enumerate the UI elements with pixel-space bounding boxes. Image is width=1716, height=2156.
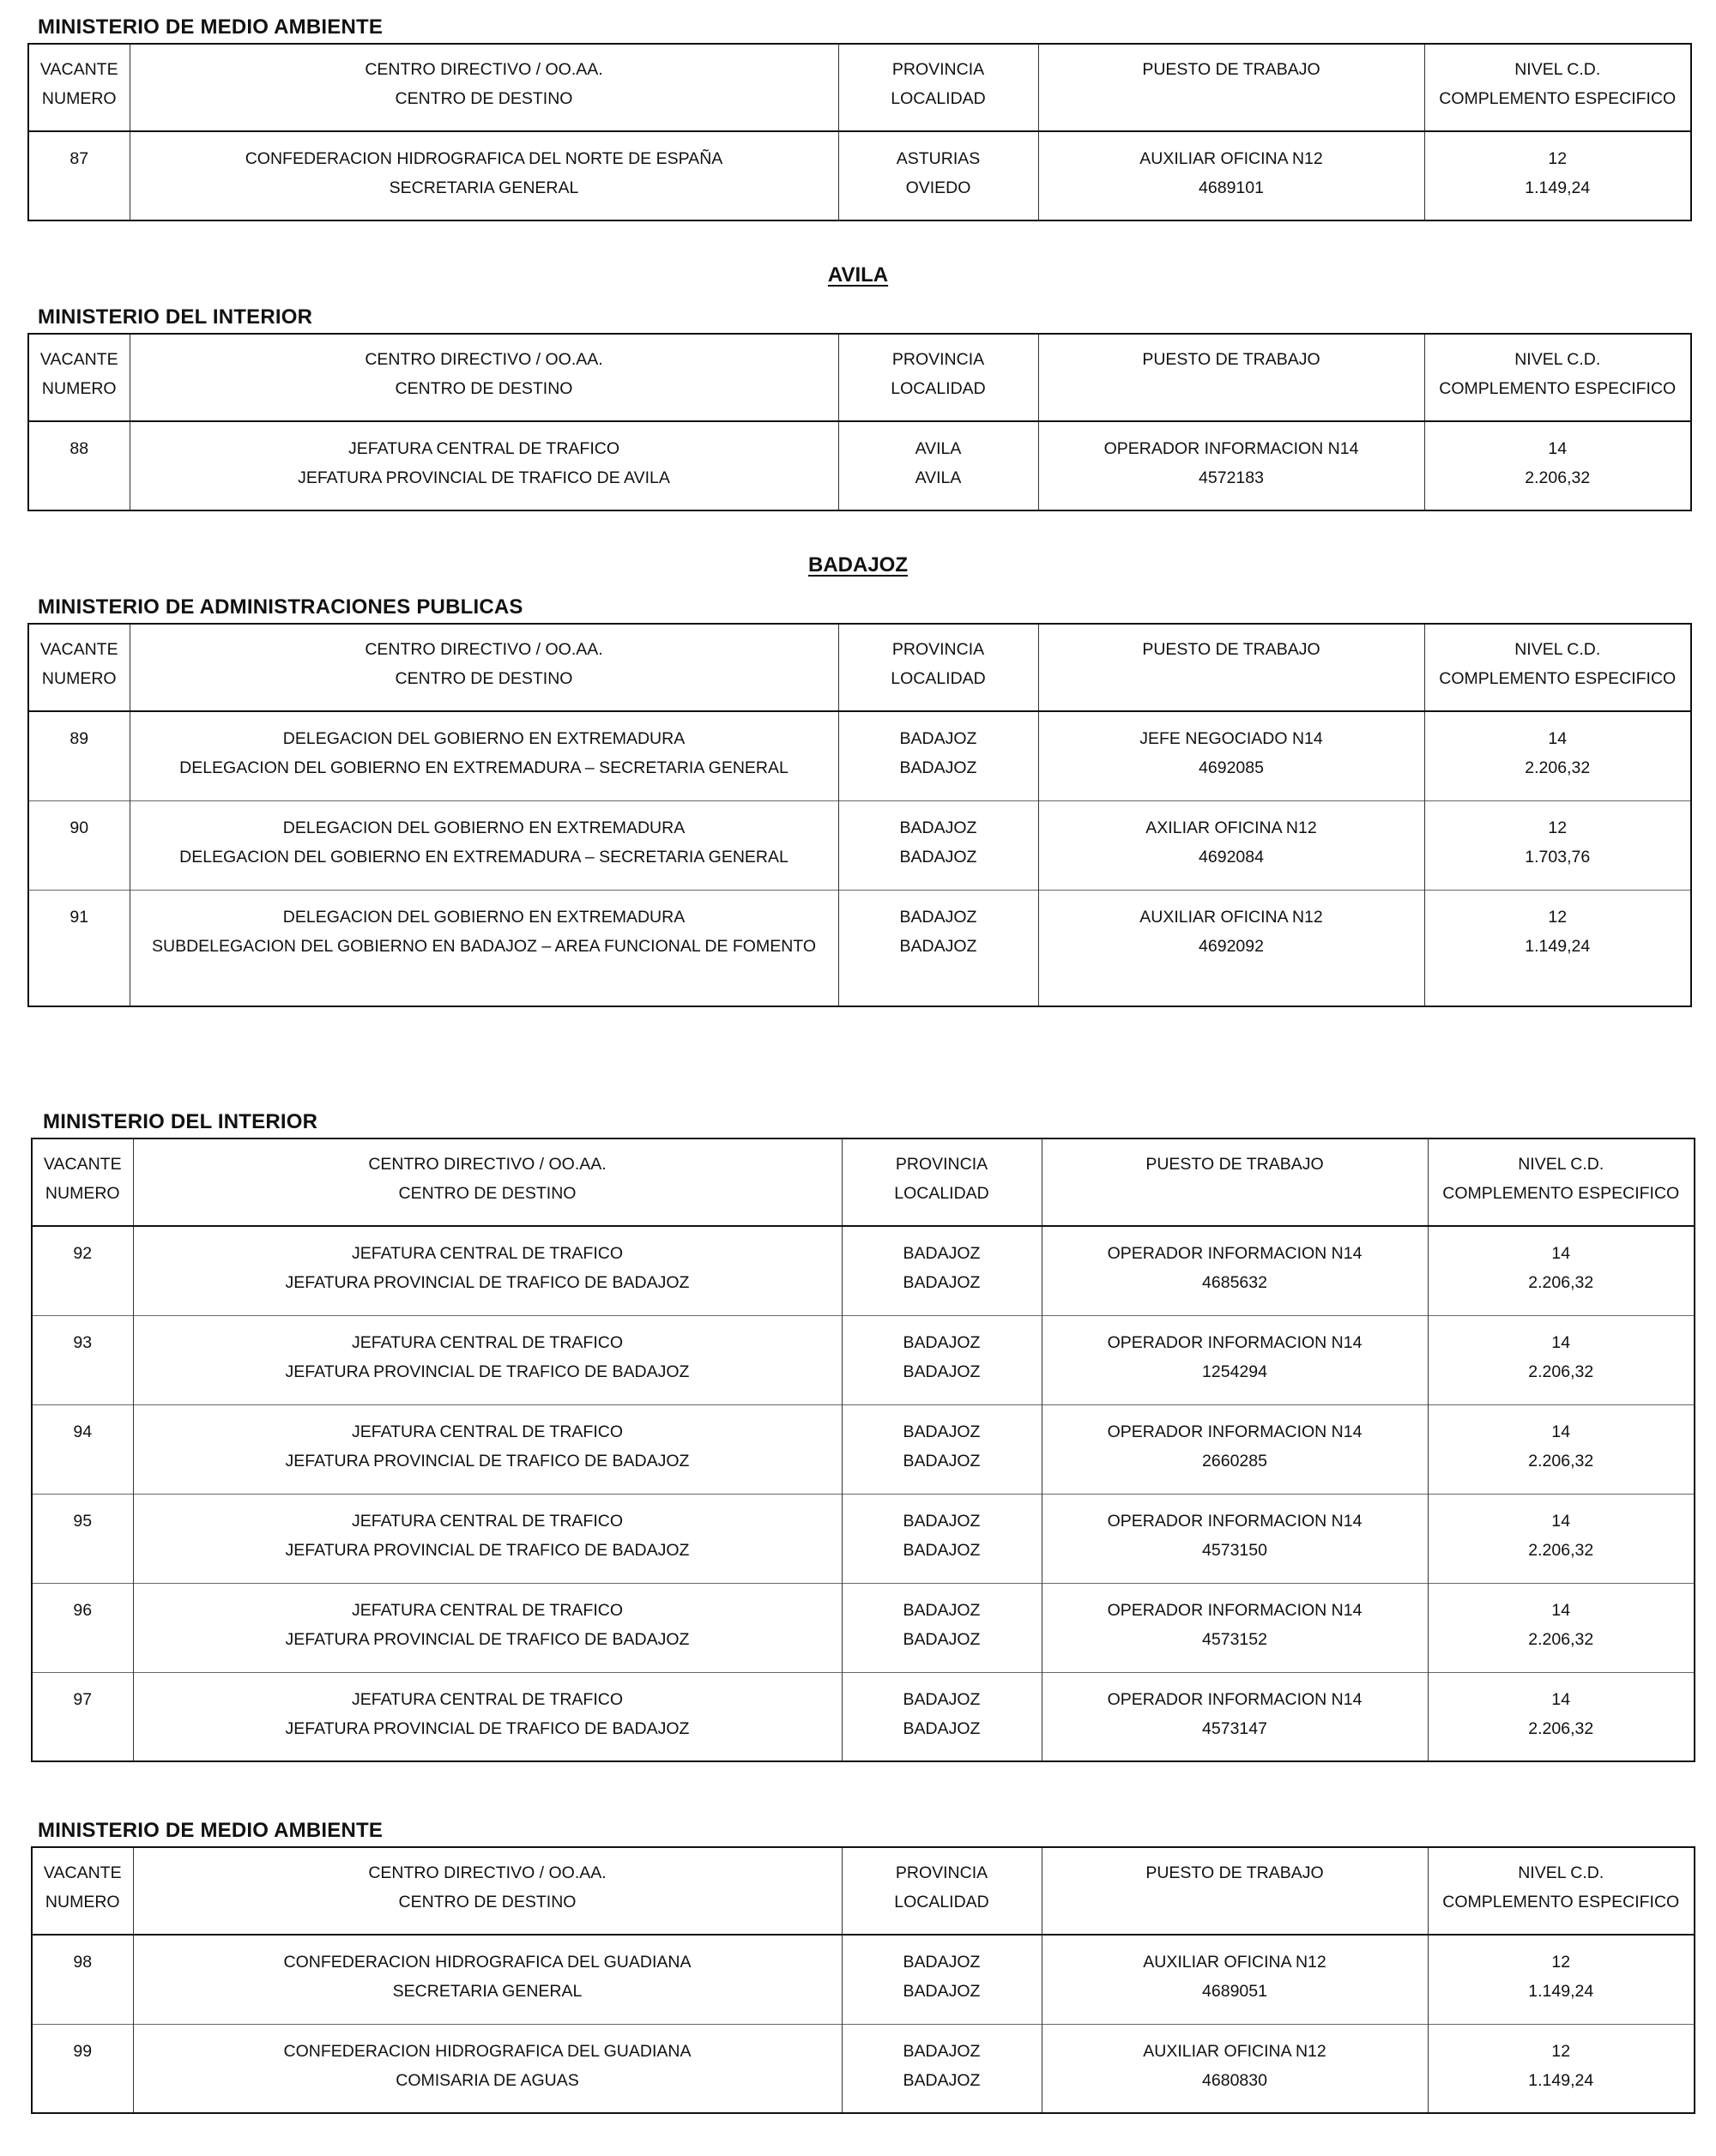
header-vacante-line-1: VACANTE bbox=[43, 1863, 122, 1882]
header-provincia-line-2: LOCALIDAD bbox=[891, 89, 986, 108]
provincia-localidad bbox=[842, 1935, 1042, 2024]
header-centro bbox=[133, 1138, 842, 1226]
puesto-trabajo bbox=[1042, 1494, 1428, 1583]
vacancy-number bbox=[32, 2024, 133, 2113]
provincia-localidad bbox=[842, 1315, 1042, 1404]
centro-directivo-line-1: CONFEDERACION HIDROGRAFICA DEL NORTE DE ESPAÑA bbox=[245, 149, 723, 168]
provincia-localidad-line-2: BADAJOZ bbox=[903, 1718, 981, 1738]
provincia-localidad-line-2: BADAJOZ bbox=[903, 1451, 981, 1471]
puesto-trabajo-line-1: OPERADOR INFORMACION N14 bbox=[1107, 1511, 1363, 1531]
puesto-trabajo-line-1: OPERADOR INFORMACION N14 bbox=[1103, 439, 1359, 458]
header-nivel bbox=[1428, 1847, 1695, 1935]
header-vacante-line-2: NUMERO bbox=[41, 379, 117, 398]
centro-directivo-line-2: DELEGACION DEL GOBIERNO EN EXTREMADURA – SECRETARIA GENERAL bbox=[179, 847, 789, 867]
header-provincia bbox=[838, 44, 1038, 131]
puesto-trabajo-line-1: OPERADOR INFORMACION N14 bbox=[1107, 1422, 1363, 1441]
vacancy-table bbox=[31, 1846, 1695, 2114]
puesto-trabajo-line-2: 4692085 bbox=[1199, 758, 1264, 777]
puesto-trabajo bbox=[1042, 1935, 1428, 2024]
header-provincia bbox=[838, 624, 1038, 711]
provincia-localidad-line-1: BADAJOZ bbox=[903, 1689, 981, 1709]
centro-directivo-line-2: JEFATURA PROVINCIAL DE TRAFICO DE BADAJOZ bbox=[285, 1718, 690, 1738]
header-vacante bbox=[28, 334, 130, 421]
vacancy-number bbox=[28, 131, 130, 220]
puesto-trabajo-line-1: AUXILIAR OFICINA N12 bbox=[1139, 907, 1323, 927]
puesto-trabajo-line-2: 4573147 bbox=[1202, 1718, 1267, 1738]
nivel-complemento bbox=[1424, 800, 1691, 890]
header-nivel bbox=[1428, 1138, 1695, 1226]
nivel-complemento-line-2: 1.703,76 bbox=[1525, 847, 1591, 867]
provincia-localidad bbox=[838, 421, 1038, 510]
header-vacante bbox=[32, 1847, 133, 1935]
header-provincia-line-2: LOCALIDAD bbox=[894, 1893, 989, 1911]
nivel-complemento bbox=[1428, 1583, 1695, 1672]
ministry-heading: MINISTERIO DEL INTERIOR bbox=[43, 1110, 318, 1133]
puesto-trabajo-line-2: 2660285 bbox=[1202, 1451, 1267, 1471]
header-puesto-line-1: PUESTO DE TRABAJO bbox=[1145, 1863, 1324, 1882]
nivel-complemento-line-1: 14 bbox=[1551, 1511, 1571, 1531]
centro-directivo-line-1: JEFATURA CENTRAL DE TRAFICO bbox=[351, 1422, 624, 1441]
table-header-row bbox=[28, 44, 1691, 131]
header-centro-line-1: CENTRO DIRECTIVO / OO.AA. bbox=[365, 60, 603, 79]
puesto-trabajo bbox=[1038, 890, 1424, 1006]
table-header-row bbox=[32, 1138, 1695, 1226]
provincia-localidad-line-2: BADAJOZ bbox=[903, 1362, 981, 1381]
puesto-trabajo bbox=[1042, 1315, 1428, 1404]
table-row bbox=[28, 711, 1691, 800]
centro-directivo-line-1: JEFATURA CENTRAL DE TRAFICO bbox=[351, 1511, 624, 1531]
header-centro-line-1: CENTRO DIRECTIVO / OO.AA. bbox=[368, 1863, 607, 1882]
provincia-localidad bbox=[838, 800, 1038, 890]
vacancy-number-line-1: 99 bbox=[73, 2041, 93, 2061]
provincia-localidad-line-2: BADAJOZ bbox=[903, 1982, 981, 2001]
provincia-localidad bbox=[842, 1226, 1042, 1315]
table-row bbox=[32, 1226, 1695, 1315]
puesto-trabajo-line-2: 4572183 bbox=[1199, 468, 1264, 487]
header-provincia-line-1: PROVINCIA bbox=[891, 640, 985, 659]
centro-directivo-line-2: SECRETARIA GENERAL bbox=[392, 1982, 583, 2001]
puesto-trabajo bbox=[1038, 421, 1424, 510]
centro-directivo-line-1: JEFATURA CENTRAL DE TRAFICO bbox=[351, 1244, 624, 1263]
puesto-trabajo bbox=[1038, 800, 1424, 890]
header-puesto-line-1: PUESTO DE TRABAJO bbox=[1142, 60, 1320, 79]
vacancy-number bbox=[32, 1935, 133, 2024]
nivel-complemento-line-1: 14 bbox=[1551, 1689, 1571, 1709]
provincia-localidad-line-1: BADAJOZ bbox=[899, 907, 977, 927]
nivel-complemento bbox=[1428, 1672, 1695, 1761]
centro-directivo-line-2: SUBDELEGACION DEL GOBIERNO EN BADAJOZ – AREA FUNCIONAL DE FOMENTO bbox=[151, 936, 817, 956]
provincia-localidad-line-1: BADAJOZ bbox=[903, 1422, 981, 1441]
centro-directivo bbox=[133, 1583, 842, 1672]
provincia-localidad-line-2: BADAJOZ bbox=[903, 1273, 981, 1292]
centro-directivo bbox=[130, 890, 838, 1006]
provincia-localidad-line-2: BADAJOZ bbox=[899, 847, 977, 867]
vacancy-number-line-1: 87 bbox=[69, 149, 89, 168]
centro-directivo-line-1: JEFATURA CENTRAL DE TRAFICO bbox=[351, 1600, 624, 1620]
nivel-complemento-line-2: 2.206,32 bbox=[1525, 758, 1591, 777]
puesto-trabajo bbox=[1042, 2024, 1428, 2113]
nivel-complemento-line-2: 2.206,32 bbox=[1528, 1273, 1594, 1292]
header-provincia-line-2: LOCALIDAD bbox=[891, 669, 986, 688]
nivel-complemento-line-2: 1.149,24 bbox=[1528, 2070, 1594, 2090]
vacancy-number bbox=[32, 1672, 133, 1761]
puesto-trabajo-line-2: 4689051 bbox=[1202, 1982, 1267, 2001]
centro-directivo-line-2: SECRETARIA GENERAL bbox=[389, 178, 579, 197]
provincia-localidad bbox=[842, 1404, 1042, 1494]
nivel-complemento-line-1: 12 bbox=[1551, 2041, 1571, 2061]
puesto-trabajo-line-1: OPERADOR INFORMACION N14 bbox=[1107, 1689, 1363, 1709]
centro-directivo-line-2: JEFATURA PROVINCIAL DE TRAFICO DE BADAJOZ bbox=[285, 1540, 690, 1560]
table-header-row bbox=[28, 624, 1691, 711]
header-centro bbox=[133, 1847, 842, 1935]
centro-directivo bbox=[133, 1315, 842, 1404]
nivel-complemento-line-1: 14 bbox=[1551, 1422, 1571, 1441]
puesto-trabajo-line-2: 4692084 bbox=[1199, 847, 1264, 867]
table-row bbox=[32, 1404, 1695, 1494]
nivel-complemento bbox=[1428, 1494, 1695, 1583]
centro-directivo-line-1: JEFATURA CENTRAL DE TRAFICO bbox=[351, 1332, 624, 1352]
table-row bbox=[32, 1935, 1695, 2024]
header-provincia-line-2: LOCALIDAD bbox=[891, 379, 986, 398]
centro-directivo bbox=[133, 1935, 842, 2024]
provincia-localidad-line-1: BADAJOZ bbox=[903, 2041, 981, 2061]
vacancy-table bbox=[27, 623, 1692, 1007]
header-provincia bbox=[838, 334, 1038, 421]
provincia-localidad-line-2: BADAJOZ bbox=[899, 936, 977, 956]
puesto-trabajo-line-2: 4685632 bbox=[1202, 1273, 1267, 1292]
centro-directivo-line-1: CONFEDERACION HIDROGRAFICA DEL GUADIANA bbox=[283, 2041, 692, 2061]
provincia-localidad-line-2: BADAJOZ bbox=[903, 1540, 981, 1560]
centro-directivo bbox=[133, 1226, 842, 1315]
header-puesto-line-1: PUESTO DE TRABAJO bbox=[1145, 1155, 1324, 1174]
puesto-trabajo-line-2: 4573152 bbox=[1202, 1629, 1267, 1649]
vacancy-number-line-1: 88 bbox=[69, 439, 89, 458]
puesto-trabajo bbox=[1038, 131, 1424, 220]
centro-directivo bbox=[130, 800, 838, 890]
provincia-localidad bbox=[838, 711, 1038, 800]
header-puesto bbox=[1038, 44, 1424, 131]
centro-directivo bbox=[130, 421, 838, 510]
nivel-complemento-line-1: 14 bbox=[1548, 439, 1568, 458]
centro-directivo-line-2: JEFATURA PROVINCIAL DE TRAFICO DE BADAJOZ bbox=[285, 1629, 690, 1649]
header-nivel bbox=[1424, 44, 1691, 131]
header-provincia bbox=[842, 1847, 1042, 1935]
vacancy-number bbox=[32, 1494, 133, 1583]
header-centro bbox=[130, 334, 838, 421]
vacancy-number-line-1: 94 bbox=[73, 1422, 93, 1441]
header-vacante bbox=[28, 624, 130, 711]
provincia-localidad-line-1: AVILA bbox=[915, 439, 962, 458]
nivel-complemento-line-1: 12 bbox=[1548, 907, 1568, 927]
table-row bbox=[32, 2024, 1695, 2113]
nivel-complemento-line-2: 1.149,24 bbox=[1528, 1982, 1594, 2001]
centro-directivo-line-1: DELEGACION DEL GOBIERNO EN EXTREMADURA bbox=[282, 818, 686, 837]
header-provincia-line-1: PROVINCIA bbox=[891, 60, 985, 79]
table-row bbox=[32, 1672, 1695, 1761]
header-centro-line-2: CENTRO DE DESTINO bbox=[398, 1893, 577, 1911]
provincia-localidad-line-2: AVILA bbox=[915, 468, 962, 487]
table-header-row bbox=[32, 1847, 1695, 1935]
provincia-localidad-line-2: OVIEDO bbox=[905, 178, 971, 197]
nivel-complemento-line-1: 12 bbox=[1551, 1953, 1571, 1972]
centro-directivo bbox=[133, 1672, 842, 1761]
provincia-localidad-line-1: BADAJOZ bbox=[903, 1332, 981, 1352]
vacancy-number-line-1: 97 bbox=[73, 1689, 93, 1709]
provincia-localidad-line-2: BADAJOZ bbox=[903, 2070, 981, 2090]
header-provincia-line-1: PROVINCIA bbox=[891, 350, 985, 369]
vacancy-number bbox=[28, 890, 130, 1006]
header-nivel-line-2: COMPLEMENTO ESPECIFICO bbox=[1442, 1893, 1680, 1911]
header-puesto bbox=[1038, 624, 1424, 711]
nivel-complemento bbox=[1428, 1226, 1695, 1315]
header-centro bbox=[130, 44, 838, 131]
header-nivel-line-1: NIVEL C.D. bbox=[1514, 640, 1601, 659]
provincia-localidad bbox=[842, 2024, 1042, 2113]
vacancy-number-line-1: 96 bbox=[73, 1600, 93, 1620]
nivel-complemento-line-2: 2.206,32 bbox=[1525, 468, 1591, 487]
nivel-complemento bbox=[1428, 1404, 1695, 1494]
vacancy-number-line-1: 90 bbox=[69, 818, 89, 837]
header-nivel bbox=[1424, 624, 1691, 711]
nivel-complemento-line-1: 14 bbox=[1551, 1600, 1571, 1620]
vacancy-number bbox=[28, 800, 130, 890]
province-heading-label: AVILA bbox=[827, 263, 889, 287]
vacancy-number-line-1: 91 bbox=[69, 907, 89, 927]
vacancy-number-line-1: 95 bbox=[73, 1511, 93, 1531]
provincia-localidad-line-1: BADAJOZ bbox=[903, 1511, 981, 1531]
header-vacante-line-1: VACANTE bbox=[39, 350, 118, 369]
puesto-trabajo bbox=[1042, 1583, 1428, 1672]
header-vacante-line-1: VACANTE bbox=[43, 1155, 122, 1174]
nivel-complemento bbox=[1428, 2024, 1695, 2113]
table-row bbox=[32, 1494, 1695, 1583]
puesto-trabajo-line-2: 4692092 bbox=[1199, 936, 1264, 956]
province-heading-label: BADAJOZ bbox=[807, 553, 908, 577]
nivel-complemento bbox=[1428, 1315, 1695, 1404]
nivel-complemento-line-2: 1.149,24 bbox=[1525, 178, 1591, 197]
centro-directivo-line-2: JEFATURA PROVINCIAL DE TRAFICO DE BADAJOZ bbox=[285, 1451, 690, 1471]
centro-directivo bbox=[133, 1494, 842, 1583]
header-vacante-line-1: VACANTE bbox=[39, 640, 118, 659]
nivel-complemento-line-2: 2.206,32 bbox=[1528, 1451, 1594, 1471]
vacancy-number bbox=[28, 711, 130, 800]
header-nivel-line-1: NIVEL C.D. bbox=[1518, 1863, 1604, 1882]
header-puesto bbox=[1042, 1138, 1428, 1226]
nivel-complemento-line-1: 14 bbox=[1551, 1332, 1571, 1352]
nivel-complemento bbox=[1424, 890, 1691, 1006]
vacancy-number-line-1: 89 bbox=[69, 729, 89, 748]
vacancy-table bbox=[27, 333, 1692, 511]
centro-directivo-line-1: DELEGACION DEL GOBIERNO EN EXTREMADURA bbox=[282, 729, 686, 748]
header-provincia-line-1: PROVINCIA bbox=[895, 1155, 988, 1174]
centro-directivo bbox=[133, 1404, 842, 1494]
puesto-trabajo-line-2: 4573150 bbox=[1202, 1540, 1267, 1560]
table-row bbox=[28, 131, 1691, 220]
nivel-complemento bbox=[1424, 131, 1691, 220]
header-nivel-line-2: COMPLEMENTO ESPECIFICO bbox=[1442, 1184, 1680, 1203]
provincia-localidad bbox=[842, 1583, 1042, 1672]
puesto-trabajo bbox=[1042, 1672, 1428, 1761]
puesto-trabajo-line-1: AXILIAR OFICINA N12 bbox=[1145, 818, 1317, 837]
centro-directivo-line-1: DELEGACION DEL GOBIERNO EN EXTREMADURA bbox=[282, 907, 686, 927]
header-puesto-line-1: PUESTO DE TRABAJO bbox=[1142, 350, 1320, 369]
header-provincia bbox=[842, 1138, 1042, 1226]
province-heading bbox=[0, 553, 1716, 577]
header-vacante-line-2: NUMERO bbox=[41, 89, 117, 108]
table-row bbox=[32, 1583, 1695, 1672]
puesto-trabajo-line-2: 4689101 bbox=[1199, 178, 1264, 197]
header-nivel-line-1: NIVEL C.D. bbox=[1518, 1155, 1604, 1174]
provincia-localidad-line-2: BADAJOZ bbox=[899, 758, 977, 777]
centro-directivo-line-2: JEFATURA PROVINCIAL DE TRAFICO DE BADAJOZ bbox=[285, 1362, 690, 1381]
table-row bbox=[28, 421, 1691, 510]
header-vacante-line-1: VACANTE bbox=[39, 60, 118, 79]
province-heading bbox=[0, 263, 1716, 287]
vacancy-number-line-1: 92 bbox=[73, 1244, 93, 1263]
vacancy-number bbox=[32, 1226, 133, 1315]
table-row bbox=[32, 1315, 1695, 1404]
puesto-trabajo-line-2: 1254294 bbox=[1202, 1362, 1267, 1381]
header-nivel-line-2: COMPLEMENTO ESPECIFICO bbox=[1439, 379, 1677, 398]
header-nivel bbox=[1424, 334, 1691, 421]
header-puesto bbox=[1038, 334, 1424, 421]
nivel-complemento-line-2: 1.149,24 bbox=[1525, 936, 1591, 956]
header-centro-line-2: CENTRO DE DESTINO bbox=[395, 379, 573, 398]
puesto-trabajo-line-1: OPERADOR INFORMACION N14 bbox=[1107, 1600, 1363, 1620]
centro-directivo-line-1: CONFEDERACION HIDROGRAFICA DEL GUADIANA bbox=[283, 1953, 692, 1972]
puesto-trabajo-line-1: OPERADOR INFORMACION N14 bbox=[1107, 1332, 1363, 1352]
puesto-trabajo bbox=[1038, 711, 1424, 800]
puesto-trabajo-line-1: JEFE NEGOCIADO N14 bbox=[1139, 729, 1323, 748]
header-centro bbox=[130, 624, 838, 711]
header-centro-line-2: CENTRO DE DESTINO bbox=[395, 89, 573, 108]
provincia-localidad bbox=[842, 1494, 1042, 1583]
centro-directivo-line-2: DELEGACION DEL GOBIERNO EN EXTREMADURA – SECRETARIA GENERAL bbox=[179, 758, 789, 777]
centro-directivo-line-2: JEFATURA PROVINCIAL DE TRAFICO DE BADAJOZ bbox=[285, 1273, 690, 1292]
header-centro-line-1: CENTRO DIRECTIVO / OO.AA. bbox=[368, 1155, 607, 1174]
centro-directivo bbox=[130, 131, 838, 220]
nivel-complemento-line-1: 12 bbox=[1548, 818, 1568, 837]
provincia-localidad-line-1: BADAJOZ bbox=[903, 1244, 981, 1263]
provincia-localidad bbox=[842, 1672, 1042, 1761]
puesto-trabajo-line-1: AUXILIAR OFICINA N12 bbox=[1139, 149, 1323, 168]
provincia-localidad bbox=[838, 131, 1038, 220]
nivel-complemento-line-1: 14 bbox=[1551, 1244, 1571, 1263]
puesto-trabajo-line-1: AUXILIAR OFICINA N12 bbox=[1143, 1953, 1326, 1972]
puesto-trabajo bbox=[1042, 1226, 1428, 1315]
vacancy-table bbox=[31, 1138, 1695, 1762]
puesto-trabajo-line-1: AUXILIAR OFICINA N12 bbox=[1143, 2041, 1326, 2061]
header-centro-line-1: CENTRO DIRECTIVO / OO.AA. bbox=[365, 350, 603, 369]
nivel-complemento-line-2: 2.206,32 bbox=[1528, 1629, 1594, 1649]
puesto-trabajo-line-2: 4680830 bbox=[1202, 2070, 1267, 2090]
header-vacante-line-2: NUMERO bbox=[45, 1893, 120, 1911]
ministry-heading: MINISTERIO DE MEDIO AMBIENTE bbox=[38, 15, 384, 39]
header-vacante bbox=[28, 44, 130, 131]
vacancy-number bbox=[28, 421, 130, 510]
nivel-complemento-line-2: 2.206,32 bbox=[1528, 1362, 1594, 1381]
nivel-complemento bbox=[1424, 711, 1691, 800]
header-nivel-line-1: NIVEL C.D. bbox=[1514, 350, 1601, 369]
ministry-heading: MINISTERIO DEL INTERIOR bbox=[38, 305, 313, 329]
nivel-complemento bbox=[1424, 421, 1691, 510]
vacancy-number bbox=[32, 1315, 133, 1404]
centro-directivo-line-2: JEFATURA PROVINCIAL DE TRAFICO DE AVILA bbox=[298, 468, 670, 487]
vacancy-number bbox=[32, 1583, 133, 1672]
provincia-localidad-line-1: BADAJOZ bbox=[903, 1600, 981, 1620]
header-puesto bbox=[1042, 1847, 1428, 1935]
provincia-localidad-line-1: ASTURIAS bbox=[896, 149, 981, 168]
nivel-complemento bbox=[1428, 1935, 1695, 2024]
header-nivel-line-2: COMPLEMENTO ESPECIFICO bbox=[1439, 89, 1677, 108]
header-vacante bbox=[32, 1138, 133, 1226]
centro-directivo-line-1: JEFATURA CENTRAL DE TRAFICO bbox=[351, 1689, 624, 1709]
vacancy-table bbox=[27, 43, 1692, 221]
nivel-complemento-line-1: 12 bbox=[1548, 149, 1568, 168]
vacancy-number-line-1: 98 bbox=[73, 1953, 93, 1972]
header-nivel-line-2: COMPLEMENTO ESPECIFICO bbox=[1439, 669, 1677, 688]
puesto-trabajo bbox=[1042, 1404, 1428, 1494]
centro-directivo bbox=[130, 711, 838, 800]
puesto-trabajo-line-1: OPERADOR INFORMACION N14 bbox=[1107, 1244, 1363, 1263]
nivel-complemento-line-2: 2.206,32 bbox=[1528, 1718, 1594, 1738]
table-header-row bbox=[28, 334, 1691, 421]
nivel-complemento-line-1: 14 bbox=[1548, 729, 1568, 748]
centro-directivo bbox=[133, 2024, 842, 2113]
table-row bbox=[28, 800, 1691, 890]
header-vacante-line-2: NUMERO bbox=[41, 669, 117, 688]
ministry-heading: MINISTERIO DE ADMINISTRACIONES PUBLICAS bbox=[38, 595, 523, 619]
centro-directivo-line-1: JEFATURA CENTRAL DE TRAFICO bbox=[347, 439, 620, 458]
provincia-localidad-line-2: BADAJOZ bbox=[903, 1629, 981, 1649]
provincia-localidad bbox=[838, 890, 1038, 1006]
header-provincia-line-1: PROVINCIA bbox=[895, 1863, 988, 1882]
header-puesto-line-1: PUESTO DE TRABAJO bbox=[1142, 640, 1320, 659]
header-vacante-line-2: NUMERO bbox=[45, 1184, 120, 1203]
table-row bbox=[28, 890, 1691, 1006]
vacancy-number bbox=[32, 1404, 133, 1494]
header-centro-line-2: CENTRO DE DESTINO bbox=[395, 669, 573, 688]
nivel-complemento-line-2: 2.206,32 bbox=[1528, 1540, 1594, 1560]
header-provincia-line-2: LOCALIDAD bbox=[894, 1184, 989, 1203]
centro-directivo-line-2: COMISARIA DE AGUAS bbox=[396, 2070, 579, 2090]
header-centro-line-2: CENTRO DE DESTINO bbox=[398, 1184, 577, 1203]
ministry-heading: MINISTERIO DE MEDIO AMBIENTE bbox=[38, 1819, 384, 1842]
vacancy-number-line-1: 93 bbox=[73, 1332, 93, 1352]
provincia-localidad-line-1: BADAJOZ bbox=[899, 729, 977, 748]
header-centro-line-1: CENTRO DIRECTIVO / OO.AA. bbox=[365, 640, 603, 659]
provincia-localidad-line-1: BADAJOZ bbox=[903, 1953, 981, 1972]
header-nivel-line-1: NIVEL C.D. bbox=[1514, 60, 1601, 79]
provincia-localidad-line-1: BADAJOZ bbox=[899, 818, 977, 837]
